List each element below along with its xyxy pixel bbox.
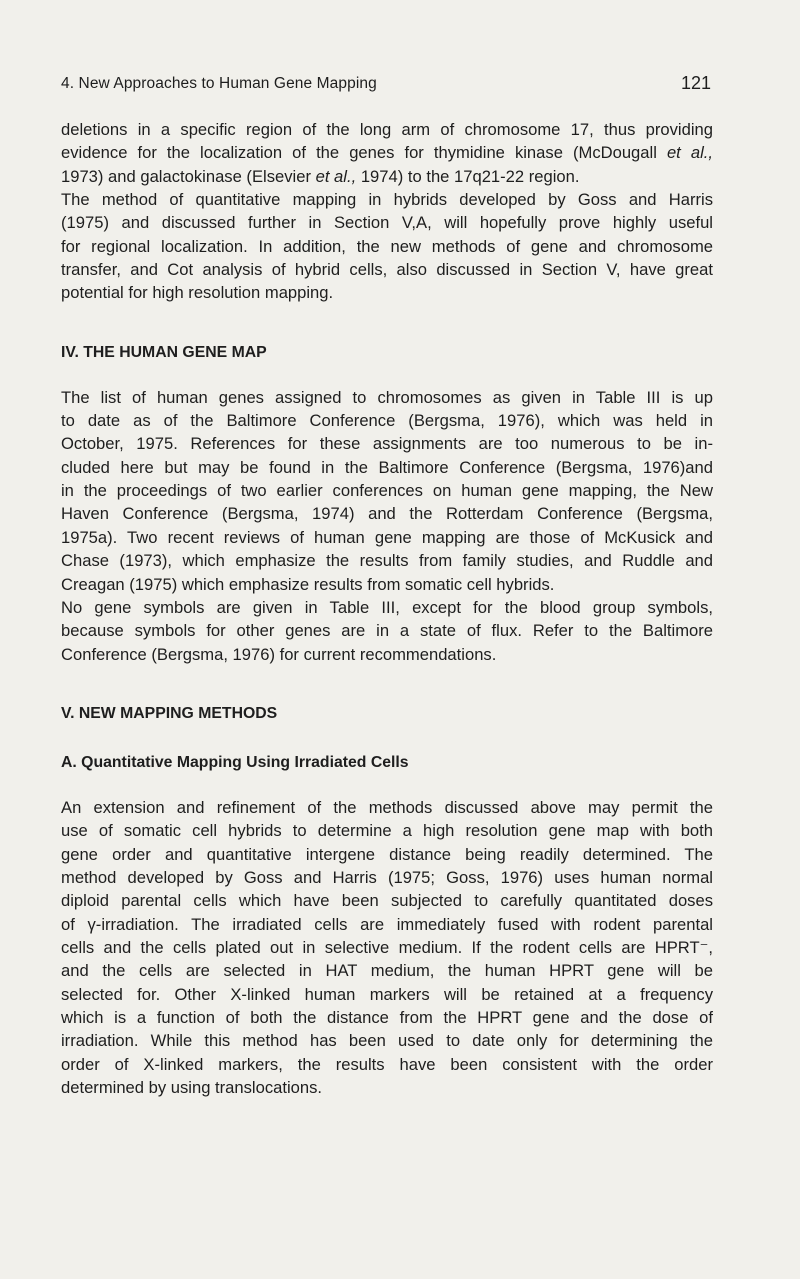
text-line: October, 1975. References for these assignments are too numerous to be in- [61, 434, 713, 454]
text-line: potential for high resolution mapping. [61, 283, 334, 303]
text-line: which is a function of both the distance from the HPRT gene and the dose of [61, 1007, 713, 1027]
page-number: 121 [680, 73, 711, 93]
paragraph [61, 596, 713, 666]
section-heading: V. NEW MAPPING METHODS [61, 704, 278, 722]
text-line: 1973) and galactokinase (Elsevier et al., 1974) to the 17q21-22 region. [61, 166, 580, 186]
text-line: An extension and refinement of the methods discussed above may permit the [61, 797, 713, 817]
text-line: cells and the cells plated out in selective medium. If the rodent cells are HPRT⁻, [61, 937, 713, 957]
body-text [61, 118, 713, 1099]
text-line: diploid parental cells which have been subjected to carefully quantitated doses [61, 891, 713, 911]
text-line: selected for. Other X-linked human markers will be retained at a frequency [61, 984, 713, 1004]
text-line: Haven Conference (Bergsma, 1974) and the Rotterdam Conference (Bergsma, [61, 504, 713, 524]
text-line: to date as of the Baltimore Conference (Bergsma, 1976), which was held in [61, 411, 713, 431]
text-line: evidence for the localization of the genes for thymidine kinase (McDougall et al., [61, 143, 713, 163]
text-line: gene order and quantitative intergene distance being readily determined. The [61, 844, 713, 864]
text-line: for regional localization. In addition, the new methods of gene and chromosome [61, 236, 713, 256]
subsection-heading: A. Quantitative Mapping Using Irradiated Cells [61, 753, 409, 771]
text-line: cluded here but may be found in the Baltimore Conference (Bergsma, 1976)and [61, 457, 713, 477]
text-line: and the cells are selected in HAT medium, the human HPRT gene will be [61, 961, 713, 981]
section-heading: IV. THE HUMAN GENE MAP [61, 343, 267, 361]
text-line: method developed by Goss and Harris (1975; Goss, 1976) uses human normal [61, 867, 713, 887]
text-line: of γ-irradiation. The irradiated cells are immediately fused with rodent parental [61, 914, 713, 934]
italic-citation: et al., [315, 166, 357, 186]
text-line: Conference (Bergsma, 1976) for current recommendations. [61, 644, 497, 664]
paragraph [61, 386, 713, 596]
text-line: determined by using translocations. [61, 1078, 323, 1097]
text-line: 1975a). Two recent reviews of human gene mapping are those of McKusick and [61, 527, 713, 547]
paragraph [61, 188, 713, 305]
text-line: The method of quantitative mapping in hybrids developed by Goss and Harris [61, 190, 713, 210]
running-title: 4. New Approaches to Human Gene Mapping [61, 75, 377, 92]
text-line: irradiation. While this method has been used to date only for determining the [61, 1031, 713, 1051]
text-line: transfer, and Cot analysis of hybrid cells, also discussed in Section V, have great [61, 260, 713, 280]
paragraph [61, 796, 713, 1099]
running-head [61, 73, 711, 99]
paragraph-continuation [61, 118, 713, 188]
text-line: (1975) and discussed further in Section V,A, will hopefully prove highly useful [61, 213, 713, 233]
text-line: because symbols for other genes are in a state of flux. Refer to the Baltimore [61, 621, 713, 641]
text-line: in the proceedings of two earlier conferences on human gene mapping, the New [61, 481, 713, 501]
text-line: The list of human genes assigned to chromosomes as given in Table III is up [61, 387, 713, 407]
italic-citation: et al., [666, 143, 713, 163]
text-line: order of X-linked markers, the results have been consistent with the order [61, 1054, 713, 1074]
text-line: deletions in a specific region of the long arm of chromosome 17, thus providing [61, 120, 713, 139]
text-line: Chase (1973), which emphasize the results from family studies, and Ruddle and [61, 551, 713, 571]
text-line: use of somatic cell hybrids to determine a high resolution gene map with both [61, 821, 713, 841]
text-line: Creagan (1975) which emphasize results from somatic cell hybrids. [61, 574, 555, 594]
text-line: No gene symbols are given in Table III, except for the blood group symbols, [61, 597, 713, 617]
